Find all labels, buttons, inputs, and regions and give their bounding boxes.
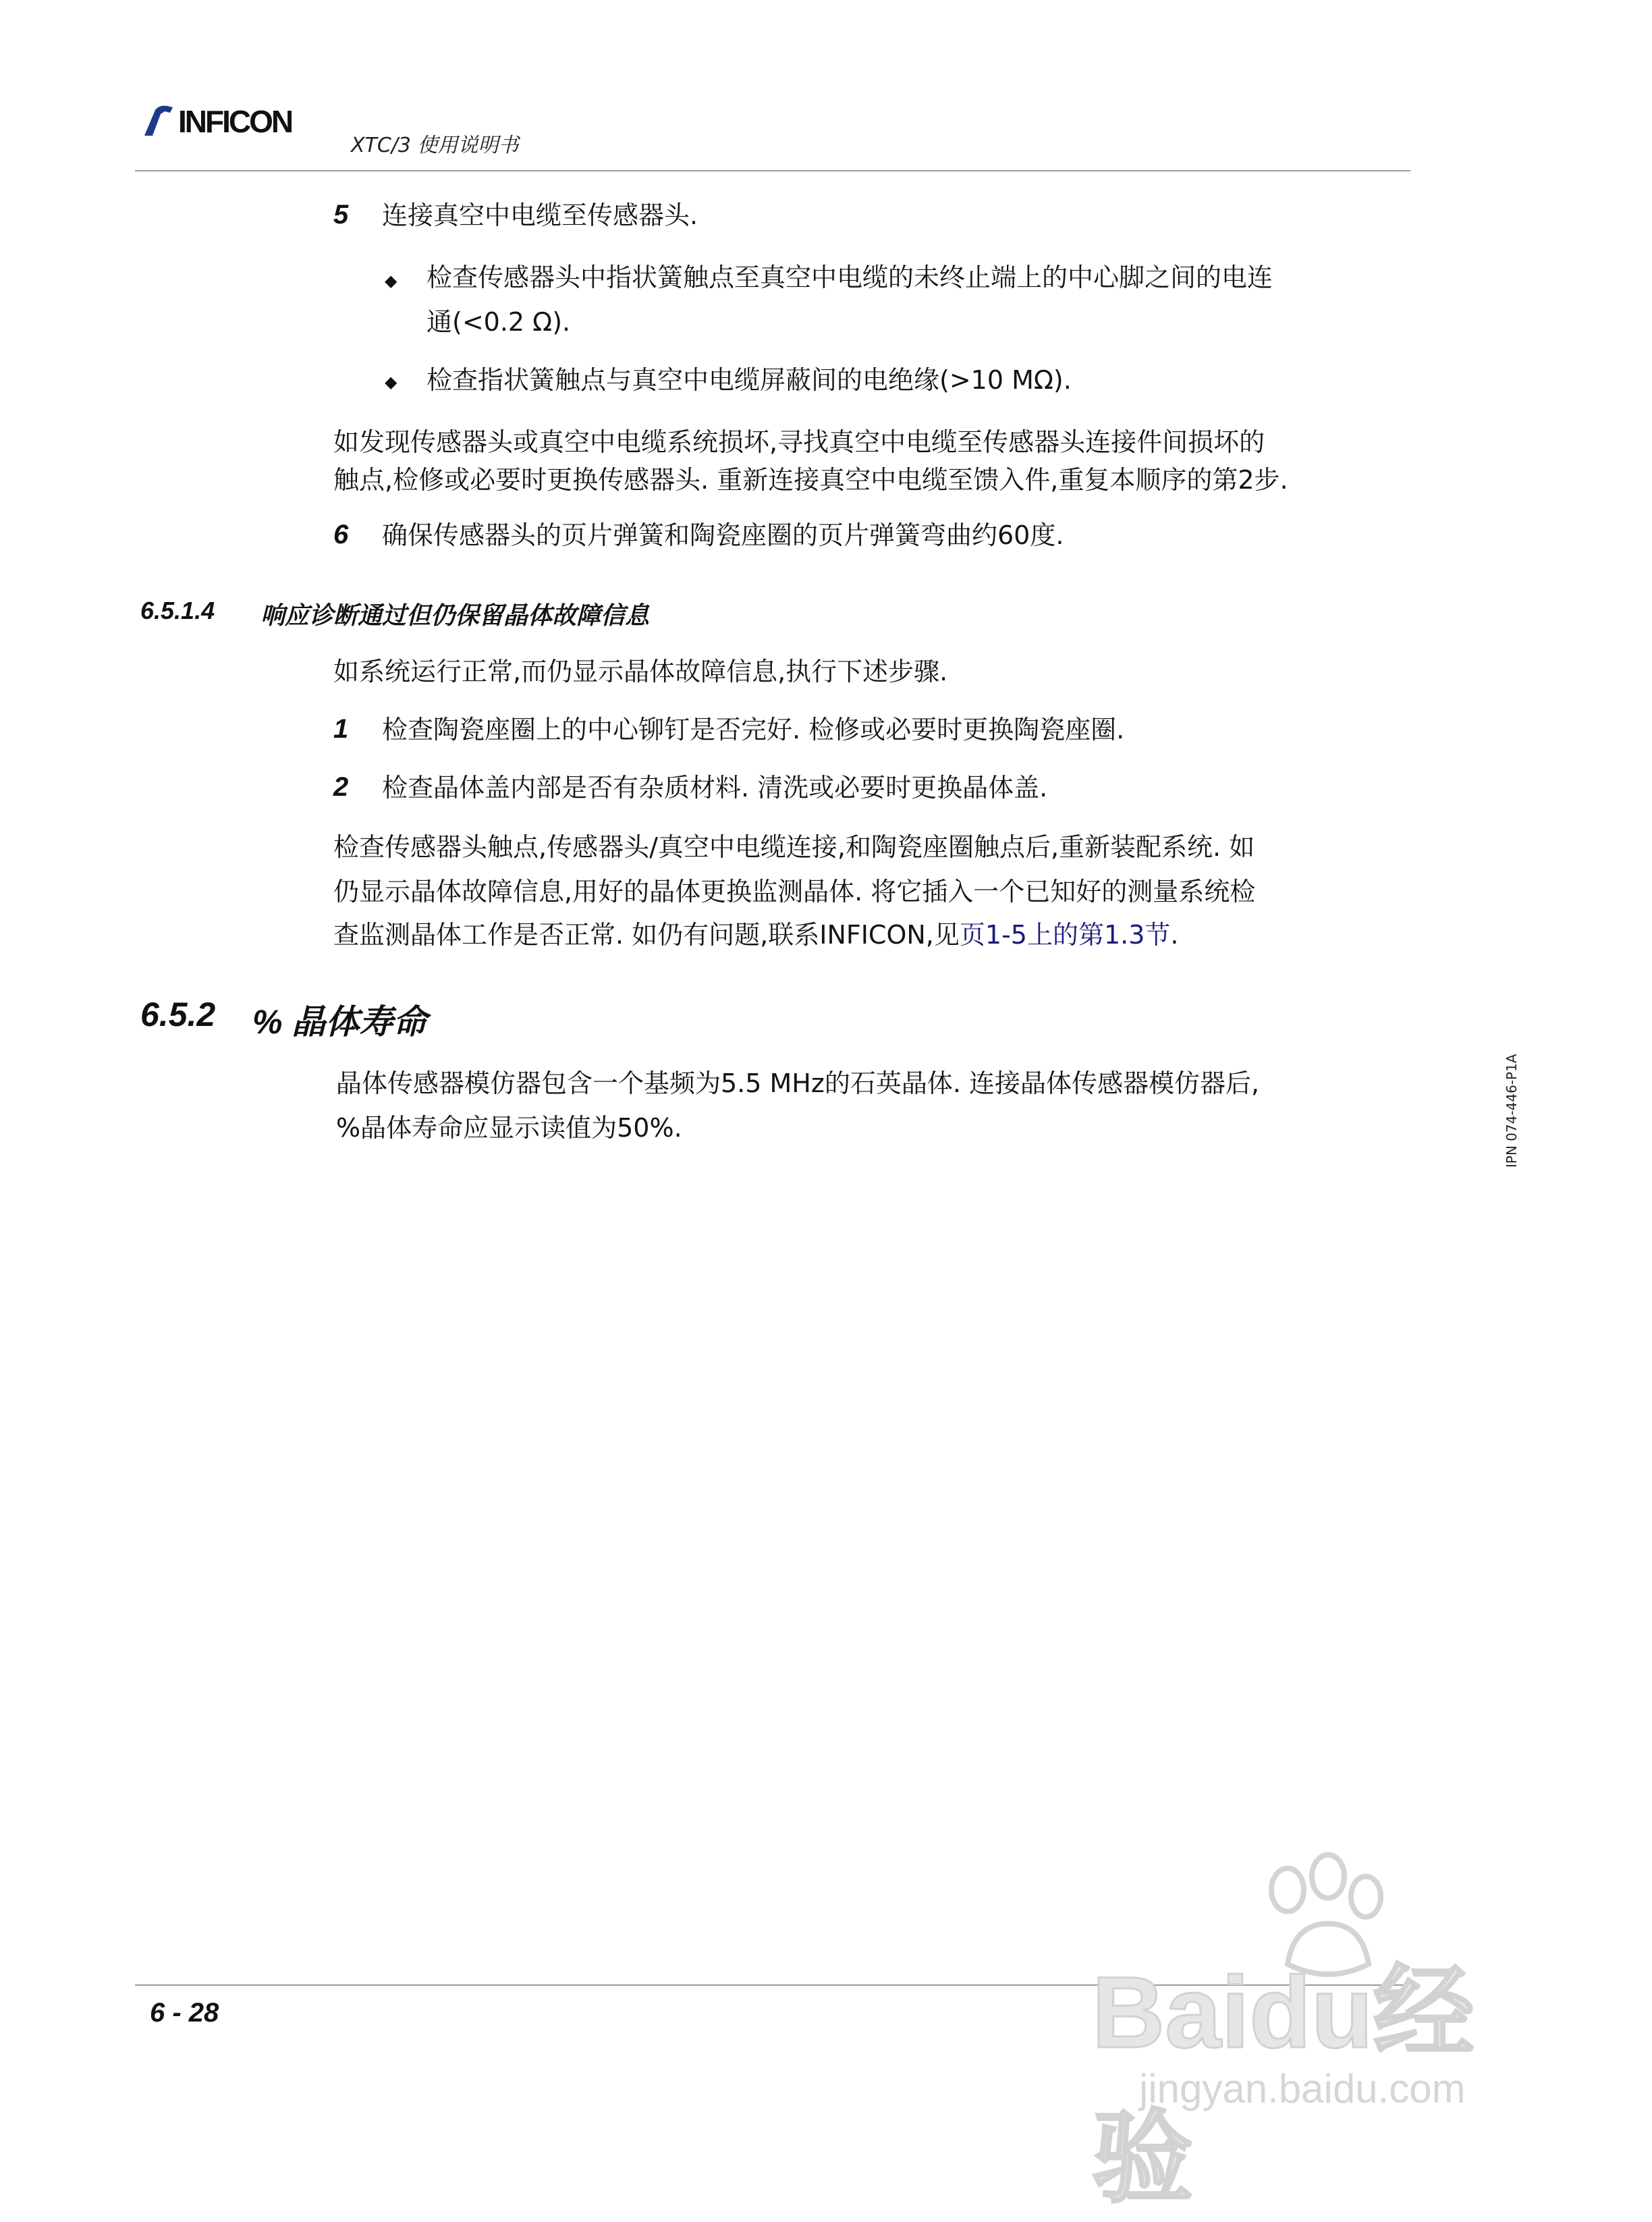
bullet-text: 检查指状簧触点与真空中电缆屏蔽间的电绝缘(>10 MΩ). <box>426 365 1072 395</box>
intro-text: 如系统运行正常,而仍显示晶体故障信息,执行下述步骤. <box>333 657 948 686</box>
paragraph-line-with-link <box>333 914 1178 956</box>
step-number: 6 <box>333 520 349 549</box>
paragraph-text: . <box>1170 920 1179 950</box>
section-number: 6.5.2 <box>140 996 216 1033</box>
brand-name: INFICON <box>178 104 292 139</box>
document-title: XTC/3 使用说明书 <box>351 134 519 157</box>
bullet-diamond-icon: ◆ <box>385 373 397 391</box>
step-number: 2 <box>333 772 349 802</box>
header-rule <box>135 170 1410 171</box>
watermark-text: Baidu经验 <box>1092 1955 1475 2215</box>
paragraph-line: 晶体传感器模仿器包含一个基频为5.5 MHz的石英晶体. 连接晶体传感器模仿器后, <box>336 1068 1260 1098</box>
paragraph-line: %晶体寿命应显示读值为50%. <box>336 1113 682 1143</box>
subsection-number: 6.5.1.4 <box>140 597 215 624</box>
step-text: 检查晶体盖内部是否有杂质材料. 清洗或必要时更换晶体盖. <box>382 773 1048 803</box>
bullet-text-line2: 通(<0.2 Ω). <box>426 307 571 337</box>
inficon-logo <box>140 101 292 142</box>
bullet-text-line1: 检查传感器头中指状簧触点至真空中电缆的未终止端上的中心脚之间的电连 <box>426 263 1273 292</box>
section-title: % 晶体寿命 <box>252 1003 427 1041</box>
step-text: 检查陶瓷座圈上的中心铆钉是否完好. 检修或必要时更换陶瓷座圈. <box>382 715 1125 744</box>
inficon-logo-icon <box>140 102 177 141</box>
bullet-diamond-icon: ◆ <box>385 271 397 290</box>
watermark-url: jingyan.baidu.com <box>1139 2066 1466 2111</box>
paragraph-line: 如发现传感器头或真空中电缆系统损坏,寻找真空中电缆至传感器头连接件间损坏的 <box>333 427 1265 457</box>
paragraph-line: 触点,检修或必要时更换传感器头. 重新连接真空中电缆至馈入件,重复本顺序的第2步. <box>333 465 1288 495</box>
subsection-title: 响应诊断通过但仍保留晶体故障信息 <box>260 601 650 629</box>
step-text: 确保传感器头的页片弹簧和陶瓷座圈的页片弹簧弯曲约60度. <box>382 520 1064 550</box>
cross-reference-link[interactable]: 页1-5上的第1.3节 <box>959 920 1171 950</box>
document-code: IPN 074-446-P1A <box>1504 1054 1520 1168</box>
paragraph-text: 查监测晶体工作是否正常. 如仍有问题,联系INFICON,见 <box>333 920 960 950</box>
step-number: 1 <box>333 714 349 744</box>
step-text: 连接真空中电缆至传感器头. <box>382 200 698 230</box>
paragraph-line: 检查传感器头触点,传感器头/真空中电缆连接,和陶瓷座圈触点后,重新装配系统. 如 <box>333 832 1255 862</box>
page-number: 6 - 28 <box>150 1998 219 2028</box>
paragraph-line: 仍显示晶体故障信息,用好的晶体更换监测晶体. 将它插入一个已知好的测量系统检 <box>333 877 1256 906</box>
baidu-watermark <box>1092 1849 1524 2215</box>
step-number: 5 <box>333 200 349 229</box>
